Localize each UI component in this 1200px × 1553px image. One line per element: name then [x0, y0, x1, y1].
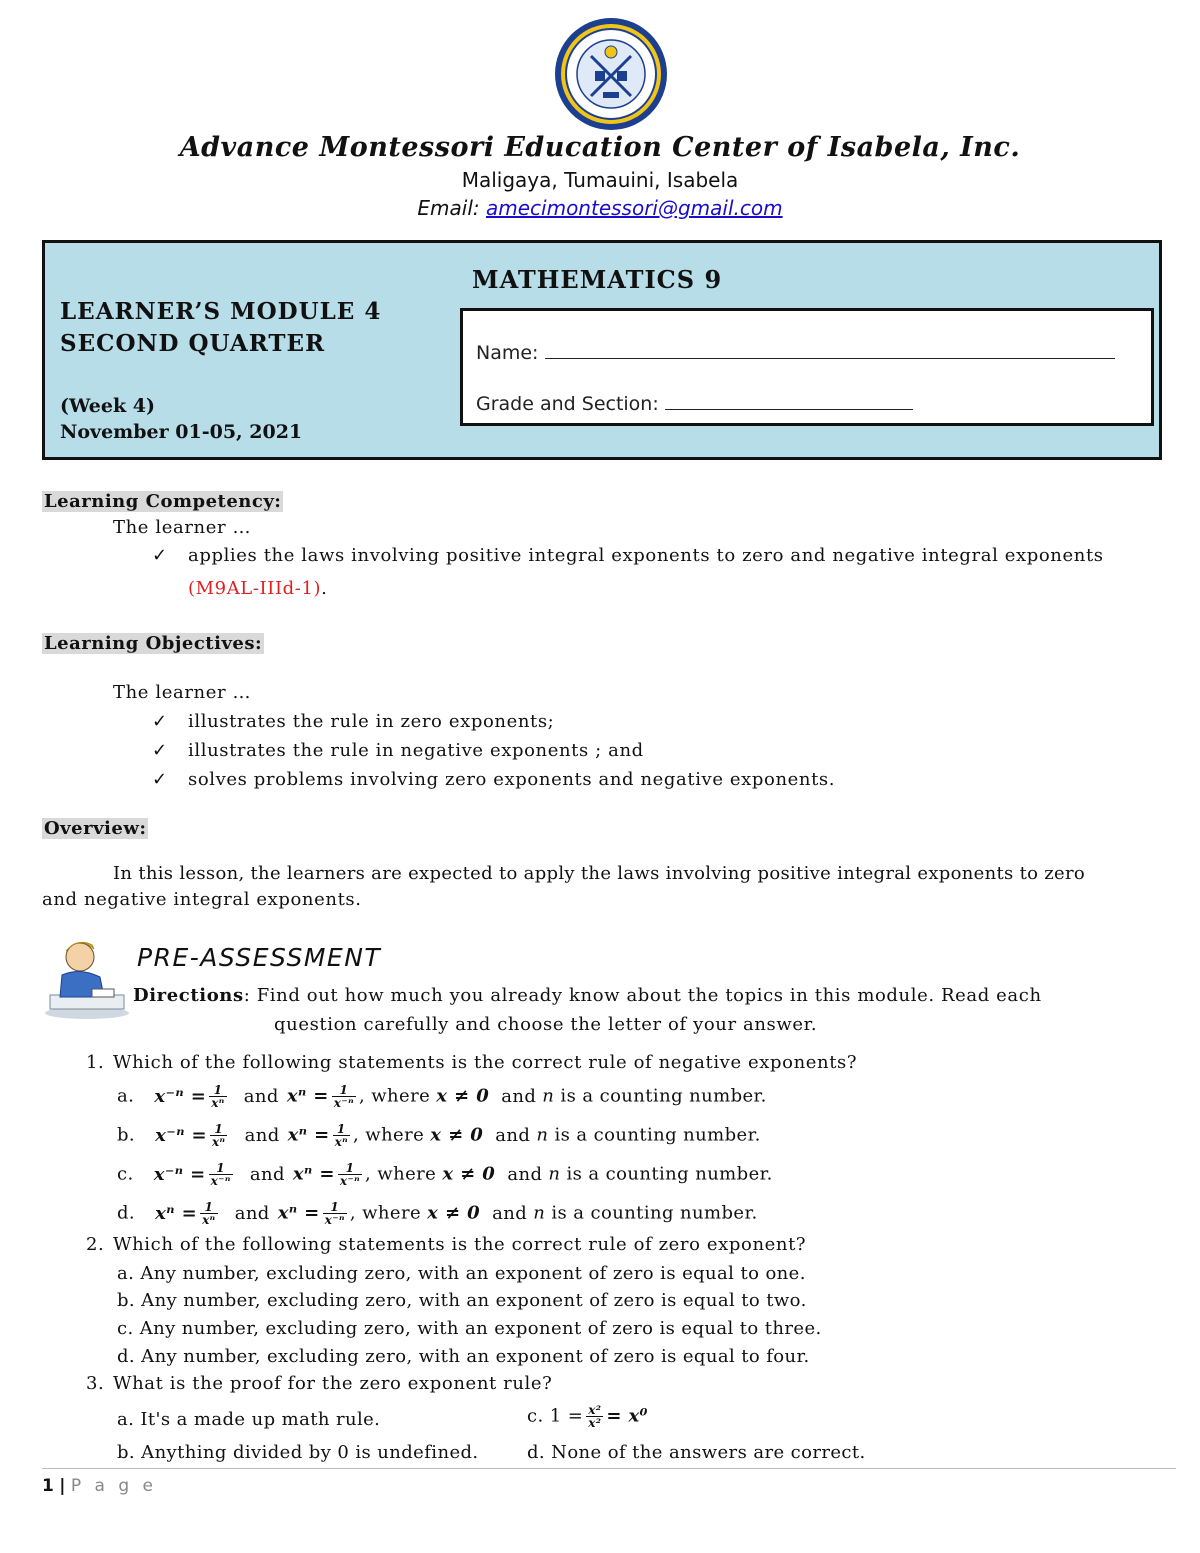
student-writing-clipart: [42, 935, 132, 1021]
question-text: Which of the following statements is the correct rule of zero exponent?: [113, 1234, 807, 1255]
answer-option[interactable]: b. Any number, excluding zero, with an exponent of zero is equal to two.: [117, 1290, 807, 1311]
answer-option[interactable]: [527, 1404, 648, 1429]
fraction-denominator: xⁿ: [202, 1213, 216, 1227]
math-lhs: xⁿ =: [286, 1085, 329, 1107]
competency-code-line: [188, 578, 327, 599]
footer-divider: [42, 1468, 1176, 1469]
math-lhs: xⁿ =: [292, 1163, 335, 1185]
fraction: [333, 1123, 350, 1148]
fraction-denominator: x²: [588, 1416, 602, 1430]
objectives-intro: The learner …: [113, 682, 252, 703]
option-end: is a counting number.: [566, 1163, 773, 1185]
overview-text-cont: and negative integral exponents.: [42, 889, 362, 910]
math-condition: x ≠ 0: [427, 1202, 481, 1224]
option-letter: a.: [117, 1085, 135, 1107]
math-variable: n: [548, 1163, 561, 1185]
directions-label: Directions: [133, 985, 244, 1006]
option-c-prefix: c. 1 =: [527, 1405, 584, 1427]
fraction-denominator: x⁻ⁿ: [333, 1096, 354, 1110]
footer-separator: |: [59, 1476, 66, 1496]
fraction: [200, 1201, 217, 1226]
school-address: Maligaya, Tumauini, Isabela: [461, 168, 739, 192]
email-label: Email:: [417, 196, 480, 220]
school-name: Advance Montessori Education Center of Isabela, Inc.: [179, 132, 1021, 163]
name-blank[interactable]: [545, 340, 1115, 359]
option-connector: and: [507, 1163, 543, 1185]
math-lhs: xⁿ =: [277, 1202, 320, 1224]
checkmark-icon: ✓: [152, 769, 168, 790]
answer-option[interactable]: b. Anything divided by 0 is undefined.: [117, 1442, 479, 1463]
fraction-numerator: 1: [209, 1162, 233, 1175]
answer-option[interactable]: c. Any number, excluding zero, with an exponent of zero is equal to three.: [117, 1318, 822, 1339]
question-number: 2.: [86, 1234, 105, 1255]
checkmark-icon: ✓: [152, 740, 168, 761]
math-lhs: x⁻ⁿ =: [153, 1163, 206, 1185]
competency-item: applies the laws involving positive integral exponents to zero and negative integral exponents: [188, 545, 1104, 566]
fraction-numerator: 1: [333, 1123, 350, 1136]
fraction: [210, 1123, 227, 1148]
answer-option[interactable]: d. Any number, excluding zero, with an exponent of zero is equal to four.: [117, 1346, 810, 1367]
directions-line-cont: question carefully and choose the letter of your answer.: [274, 1014, 818, 1035]
math-condition: x ≠ 0: [442, 1163, 496, 1185]
objectives-heading: Learning Objectives:: [44, 633, 263, 654]
fraction: [586, 1404, 603, 1429]
email-link[interactable]: amecimontessori@gmail.com: [485, 196, 783, 220]
question-number: 1.: [86, 1052, 105, 1073]
answer-option[interactable]: [117, 1201, 758, 1226]
name-field[interactable]: [476, 340, 1115, 364]
directions-line: [133, 985, 1042, 1006]
option-end: is a counting number.: [560, 1085, 767, 1107]
option-end: is a counting number.: [551, 1202, 758, 1224]
competency-period: .: [321, 578, 328, 599]
option-where: , where: [358, 1085, 431, 1107]
pre-assessment-title: PRE-ASSESSMENT: [137, 943, 382, 972]
answer-option[interactable]: [117, 1084, 767, 1109]
subject-title: MATHEMATICS 9: [472, 265, 723, 294]
fraction-numerator: 1: [200, 1201, 217, 1214]
fraction: [332, 1084, 356, 1109]
fraction: [209, 1084, 226, 1109]
fraction-numerator: 1: [332, 1084, 356, 1097]
option-where: , where: [365, 1163, 437, 1185]
option-connector: and: [495, 1124, 531, 1146]
fraction-denominator: x⁻ⁿ: [339, 1174, 361, 1188]
fraction-denominator: xⁿ: [211, 1096, 225, 1110]
option-letter: c.: [117, 1163, 134, 1185]
math-lhs: x⁻ⁿ =: [154, 1085, 207, 1107]
grade-blank[interactable]: [665, 391, 913, 410]
page-label: P a g e: [70, 1476, 158, 1496]
option-connector: and: [243, 1085, 279, 1107]
fraction: [209, 1162, 233, 1187]
email-line: [0, 196, 1200, 220]
fraction-denominator: x⁻ⁿ: [210, 1174, 231, 1188]
fraction: [323, 1201, 347, 1226]
fraction-denominator: xⁿ: [334, 1135, 349, 1149]
math-lhs: xⁿ =: [287, 1124, 330, 1146]
math-variable: n: [542, 1085, 555, 1107]
fraction-denominator: x⁻ⁿ: [324, 1213, 345, 1227]
option-where: , where: [353, 1124, 425, 1146]
math-lhs: x⁻ⁿ =: [155, 1124, 207, 1146]
overview-text: In this lesson, the learners are expected to apply the laws involving positive integral exponents to zero: [113, 863, 1086, 884]
competency-code: (M9AL-IIId-1): [188, 578, 322, 599]
math-variable: n: [533, 1202, 546, 1224]
fraction-numerator: 1: [210, 1123, 227, 1136]
option-connector: and: [501, 1085, 537, 1107]
objective-item: illustrates the rule in negative exponents ; and: [188, 740, 644, 761]
question-text: What is the proof for the zero exponent rule?: [113, 1373, 553, 1394]
math-lhs: xⁿ =: [155, 1202, 198, 1224]
objective-item: illustrates the rule in zero exponents;: [188, 711, 555, 732]
school-seal-logo: [553, 16, 669, 132]
page-number: 1: [42, 1476, 54, 1496]
page-footer: [42, 1476, 157, 1496]
option-letter: b.: [117, 1124, 136, 1146]
math-variable: n: [536, 1124, 549, 1146]
checkmark-icon: ✓: [152, 711, 168, 732]
week-label: (Week 4): [60, 395, 155, 417]
question-text: Which of the following statements is the correct rule of negative exponents?: [113, 1052, 858, 1073]
fraction-numerator: x²: [588, 1403, 602, 1417]
grade-label: Grade and Section:: [476, 393, 659, 415]
math-condition: x ≠ 0: [430, 1124, 484, 1146]
answer-option[interactable]: a. It's a made up math rule.: [117, 1409, 381, 1430]
overview-heading: Overview:: [44, 818, 147, 839]
option-c-rhs: = x⁰: [606, 1405, 648, 1427]
grade-section-field[interactable]: [476, 391, 913, 415]
option-where: , where: [349, 1202, 422, 1224]
answer-option[interactable]: a. Any number, excluding zero, with an exponent of zero is equal to one.: [117, 1263, 806, 1284]
fraction-numerator: 1: [338, 1162, 362, 1175]
answer-option[interactable]: [117, 1123, 761, 1148]
fraction-numerator: 1: [323, 1201, 347, 1214]
option-connector: and: [249, 1163, 285, 1185]
date-range: November 01-05, 2021: [60, 421, 303, 443]
objective-item: solves problems involving zero exponents and negative exponents.: [188, 769, 836, 790]
option-end: is a counting number.: [554, 1124, 761, 1146]
checkmark-icon: ✓: [152, 545, 168, 566]
option-connector: and: [244, 1124, 280, 1146]
question-number: 3.: [86, 1373, 105, 1394]
directions-text: : Find out how much you already know about the topics in this module. Read each: [243, 985, 1042, 1006]
competency-heading: Learning Competency:: [44, 491, 282, 512]
option-letter: d.: [117, 1202, 136, 1224]
competency-intro: The learner …: [113, 517, 252, 538]
module-title: LEARNER’S MODULE 4: [60, 298, 382, 325]
option-connector: and: [234, 1202, 270, 1224]
answer-option[interactable]: d. None of the answers are correct.: [527, 1442, 866, 1463]
fraction: [338, 1162, 362, 1187]
math-condition: x ≠ 0: [436, 1085, 490, 1107]
name-label: Name:: [476, 342, 539, 364]
quarter-title: SECOND QUARTER: [60, 330, 326, 357]
fraction-denominator: xⁿ: [212, 1135, 226, 1149]
answer-option[interactable]: [117, 1162, 773, 1187]
fraction-numerator: 1: [209, 1084, 226, 1097]
option-connector: and: [492, 1202, 528, 1224]
